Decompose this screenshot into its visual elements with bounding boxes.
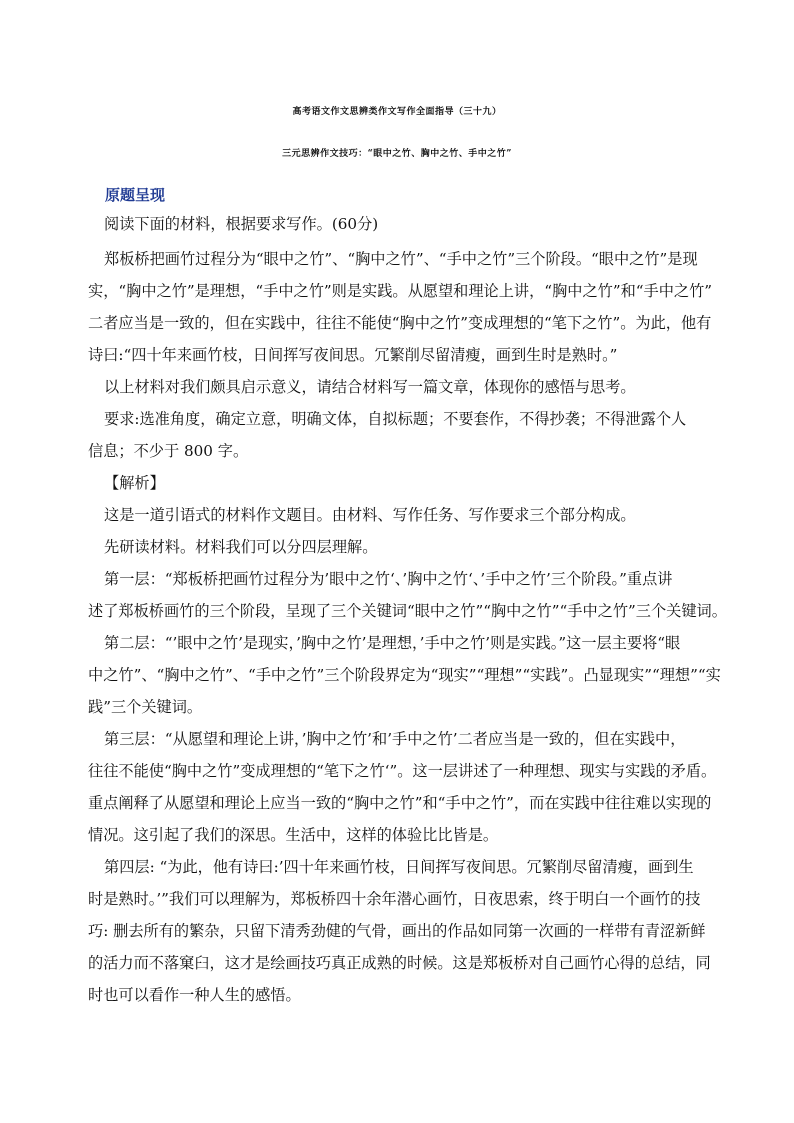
paragraph-line: 情况。这引起了我们的深思。生活中，这样的体验比比皆是。 <box>88 826 499 844</box>
paragraph-line: 二者应当是一致的，但在实践中，往往不能使“胸中之竹”变成理想的“笔下之竹”。为此，他有 <box>88 314 712 332</box>
paragraph-line: 第四层: “为此，他有诗曰:’四十年来画竹枝，日间挥写夜间思。冗繁削尽留清瘦，画到生 <box>104 858 694 876</box>
section-heading-original: 原题呈现 <box>105 186 166 204</box>
paragraph-line: 述了郑板桥画竹的三个阶段，呈现了三个关键词“眼中之竹”“胸中之竹”“手中之竹”三个关键词。 <box>88 602 727 620</box>
paragraph-line: 郑板桥把画竹过程分为“眼中之竹”、“胸中之竹”、“手中之竹”三个阶段。“眼中之竹”是现 <box>104 250 698 268</box>
paragraph-line: 实，“胸中之竹”是理想，“手中之竹”则是实践。从愿望和理论上讲，“胸中之竹”和“手中之竹” <box>88 282 713 300</box>
document-title: 高考语文作文思辨类作文写作全面指导（三十九） <box>292 107 502 117</box>
document-subtitle: 三元思辨作文技巧：“眼中之竹、胸中之竹、手中之竹” <box>282 149 512 159</box>
paragraph-line: 巧: 删去所有的繁杂，只留下清秀劲健的气骨，画出的作品如同第一次画的一样带有青涩新鲜 <box>88 922 706 940</box>
paragraph-line: 以上材料对我们颇具启示意义，请结合材料写一篇文章，体现你的感悟与思考。 <box>104 378 636 396</box>
paragraph-line: 中之竹”、“胸中之竹”、“手中之竹”三个阶段界定为“现实”“理想”“实践”。凸显现实”“理想”“实 <box>88 666 721 684</box>
paragraph-line: 阅读下面的材料，根据要求写作。(60分) <box>104 215 379 233</box>
paragraph-line: 先研读材料。材料我们可以分四层理解。 <box>104 538 378 556</box>
paragraph-line: 这是一道引语式的材料作文题目。由材料、写作任务、写作要求三个部分构成。 <box>104 506 636 524</box>
paragraph-line: 往往不能使“胸中之竹”变成理想的“笔下之竹‘”。这一层讲述了一种理想、现实与实践的矛盾。 <box>88 762 717 780</box>
analysis-heading: 【解析】 <box>104 474 165 492</box>
paragraph-line: 重点阐释了从愿望和理论上应当一致的“胸中之竹”和“手中之竹”，而在实践中往往难以实现的 <box>88 794 712 812</box>
paragraph-line: 时也可以看作一种人生的感悟。 <box>88 986 301 1004</box>
paragraph-line: 第一层：“郑板桥把画竹过程分为’眼中之竹‘、’胸中之竹‘、’手中之竹’三个阶段。”重点讲 <box>104 570 673 588</box>
paragraph-line: 诗曰:“四十年来画竹枝，日间挥写夜间思。冗繁削尽留清瘦，画到生时是熟时。” <box>88 346 618 364</box>
paragraph-line: 信息；不少于 800 字。 <box>88 442 249 460</box>
paragraph-line: 第三层：“从愿望和理论上讲，’胸中之竹’和’手中之竹’二者应当是一致的，但在实践中， <box>104 730 686 748</box>
paragraph-line: 要求:选准角度，确定立意，明确文体，自拟标题；不要套作，不得抄袭；不得泄露个人 <box>104 410 687 428</box>
paragraph-line: 第二层：“’眼中之竹’是现实，’胸中之竹’是理想，’手中之竹’则是实践。”这一层主要将“眼 <box>104 634 681 652</box>
paragraph-line: 时是熟时。’”我们可以理解为，郑板桥四十余年潜心画竹，日夜思索，终于明白一个画竹的技 <box>88 890 701 908</box>
paragraph-line: 的活力而不落窠臼，这才是绘画技巧真正成熟的时候。这是郑板桥对自己画竹心得的总结，同 <box>88 954 711 972</box>
paragraph-line: 践”三个关键词。 <box>88 698 203 716</box>
